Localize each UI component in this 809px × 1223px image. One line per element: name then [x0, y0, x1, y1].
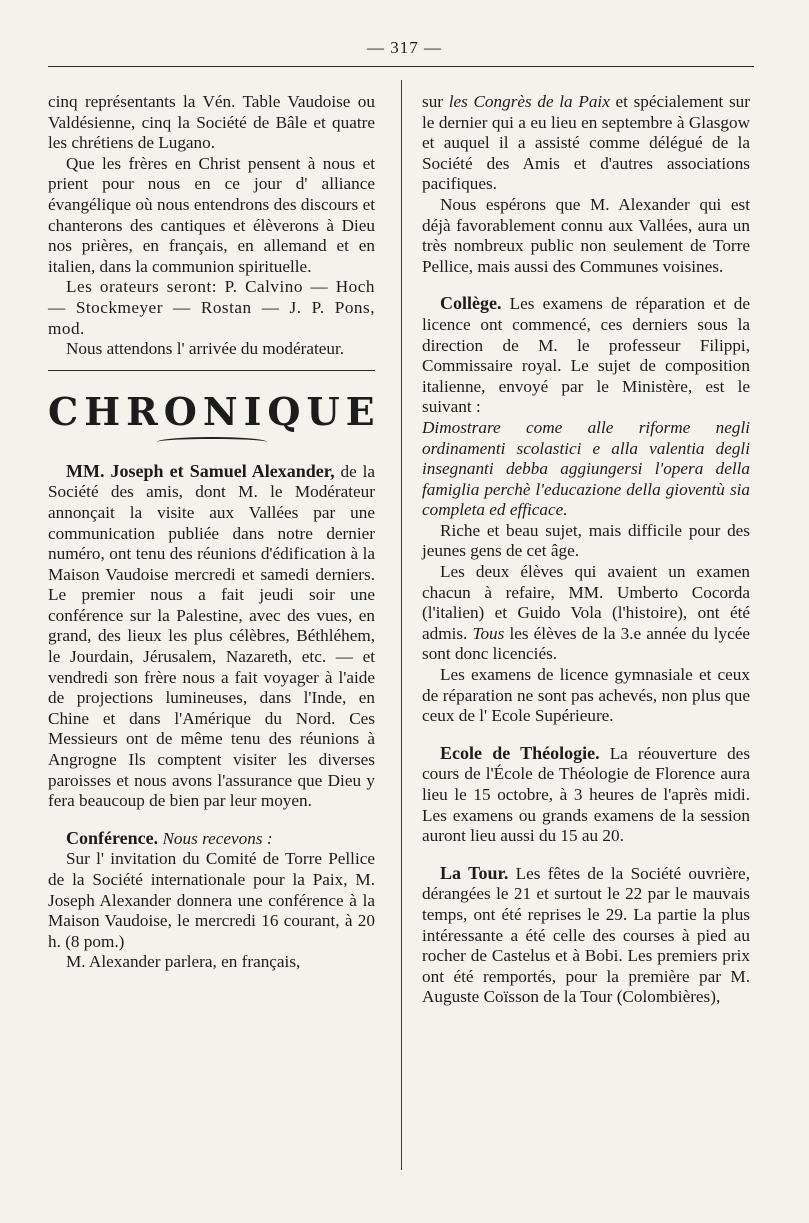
spacer	[48, 812, 375, 828]
paragraph-hope: Nous espérons que M. Alexander qui est déjà favorablement connu aux Vallées, aura un très nombreux public non seulement de Torre Pellice, mais aussi des Communes voisines.	[422, 194, 750, 276]
article-tour	[422, 863, 750, 1008]
college-p3-italic: Tous	[472, 623, 505, 643]
spacer	[422, 277, 750, 293]
conference-heading: Conférence.	[66, 827, 159, 848]
college-paragraph-4: Les examens de licence gymnasiale et ceux de réparation ne sont pas achevés, non plus que ceux de l' Ecole Supérieure.	[422, 665, 750, 726]
conference-text-continued: M. Alexander parlera, en français,	[66, 952, 301, 972]
title-flourish	[157, 437, 267, 447]
paragraph-peace-congress	[422, 92, 750, 195]
left-column	[48, 92, 381, 973]
ecole-text: La réouverture des cours de l'École de Théologie de Florence aura lieu le 15 octobre, à 3 heures de l'après midi. Les examens ou grands examens de la session auront lieu aussi du 15 au 20.	[422, 743, 751, 846]
section-title: CHRONIQUE	[48, 388, 381, 434]
college-p3-b: les élèves de la 3.e année du lycée sont donc licenciés.	[422, 623, 750, 664]
paragraph-moderator: Nous attendons l' arrivée du modérateur.	[66, 339, 345, 359]
college-text: Les examens de réparation et de licence ont commencé, ces derniers sous la direction de M. le professeur Filippi, Commissaire royal. Le sujet de composition italienne, envoyé par le Ministère, est le suivant :	[422, 294, 751, 417]
tour-heading: La Tour.	[440, 862, 509, 883]
header-rule	[48, 66, 754, 67]
article-ecole	[422, 743, 750, 847]
conference-text: Sur l' invitation du Comité de Torre Pellice de la Société internationale pour la Paix, M. Joseph Alexander donnera une conférence à la Maison Vaudoise, le mercredi 16 courant, à 20 h. (8 pom.)	[48, 849, 375, 951]
paragraph-speakers: Les orateurs seront: P. Calvino — Hoch — Stockmeyer — Rostan — J. P. Pons, mod.	[48, 277, 375, 338]
college-heading: Collège.	[440, 293, 502, 314]
college-p3-a: Les deux élèves qui avaient un examen chacun à refaire, MM. Umberto Cocorda (l'italien) et Guido Vola (l'histoire), ont été admis.	[422, 562, 750, 643]
college-paragraph-2: Riche et beau sujet, mais difficile pour des jeunes gens de cet âge.	[422, 520, 750, 561]
peace-rest: et spécialement sur le dernier qui a eu lieu en septembre à Glasgow et auquel il a assisté comme délégué de la Société des Amis et d'autres associations pacifiques.	[422, 92, 751, 194]
article-conference	[48, 828, 375, 850]
alexander-text: de la Société des amis, dont M. le Modérateur annonçait la visite aux Vallées par une communication publiée dans notre dernier numéro, ont tenu des réunions d'édification à la Maison Vaudoise mercredi et samedi derniers. Le premier nous a fait jeudi soir une conférence sur la Palestine, avec des vues, en grand, des lieux les plus célèbres, Béthléhem, le Jourdain, Jérusalem, Nazareth, etc. — et vendredi son frère nous a fait voyager à l'aide de projections lumineuses, dans l'Inde, en Chine et dans l'Amérique du Nord. Ces Messieurs ont de même tenu des réunions à Angrogne Ils comptent visiter les diverses paroisses et nous avons l'assurance que Dieu y fera beaucoup de bien par leur moyen.	[48, 461, 375, 811]
right-column	[422, 92, 750, 1008]
alexander-heading: MM. Joseph et Samuel Alexander,	[66, 460, 335, 481]
section-divider	[48, 370, 375, 371]
spacer	[422, 727, 750, 743]
peace-italic: les Congrès de la Paix	[448, 92, 610, 111]
spacer	[422, 847, 750, 863]
article-college	[422, 293, 750, 418]
college-quote: Dimostrare come alle riforme negli ordinamenti scolastici e alla valentia degli insegnanti debba aggiungersi l'opera della famiglia perchè l'educazione della gioventù sia completa ed efficace.	[422, 417, 750, 520]
paragraph-prayer: Que les frères en Christ pensent à nous et prient pour nous en ce jour d' alliance évangélique où nous entendrons des discours et chanterons des cantiques et élèverons à Dieu nos prières, en français, en allemand et en italien, dans la communion spirituelle.	[48, 153, 375, 276]
peace-prefix: sur	[422, 92, 449, 111]
page-number: — 317 —	[367, 38, 442, 57]
tour-text: Les fêtes de la Société ouvrière, dérangées le 21 et surtout le 22 par le mauvais temps, ont été reprises le 29. La partie la plus intéressante a été celle des courses à pied au rocher de Castelus et à Bobi. Les premiers prix ont été remportés, pour la première par M. Auguste Coïsson de la Tour (Colombières),	[422, 863, 750, 1007]
ecole-heading: Ecole de Théologie.	[440, 742, 600, 763]
conference-subheading: Nous recevons :	[162, 828, 273, 848]
college-paragraph-3	[422, 562, 750, 665]
paragraph-delegates: cinq représentants la Vén. Table Vaudoise ou Valdésienne, cinq la Société de Bâle et quatre les chrétiens de Lugano.	[48, 92, 375, 153]
article-alexander	[48, 461, 375, 812]
column-divider	[401, 80, 402, 1170]
